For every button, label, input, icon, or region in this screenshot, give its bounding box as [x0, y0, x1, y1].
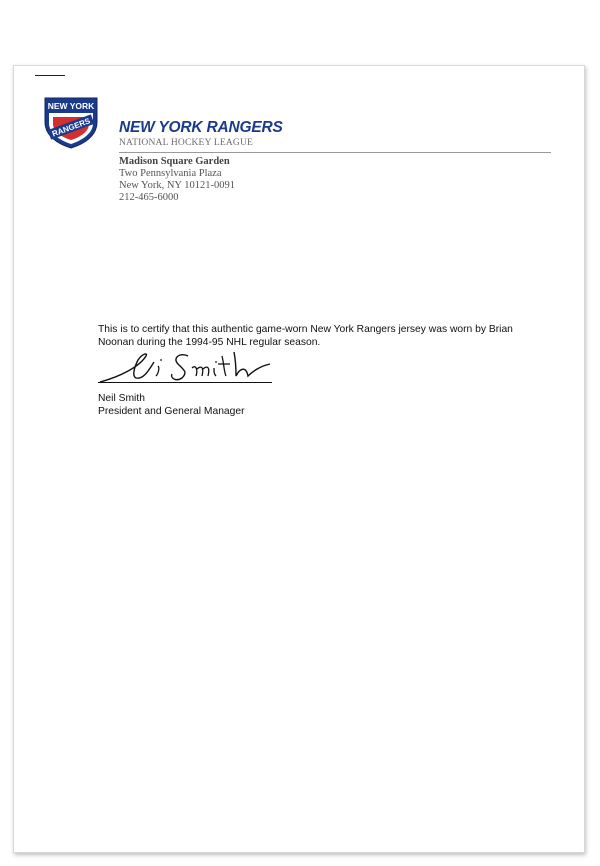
- address-city: New York, NY 10121-0091: [119, 180, 235, 191]
- letter-page: [13, 65, 585, 853]
- handwritten-signature: [92, 346, 282, 386]
- certification-line-2: Noonan during the 1994-95 NHL regular season.: [98, 337, 321, 348]
- certification-line-1: This is to certify that this authentic game-worn New York Rangers jersey was worn by Brian: [98, 324, 513, 335]
- signer-block: [98, 392, 245, 418]
- signature-line: [98, 382, 272, 383]
- logo-text-top: NEW YORK: [47, 101, 95, 111]
- address-street: Two Pennsylvania Plaza: [119, 168, 222, 179]
- signer-title: President and General Manager: [98, 406, 245, 417]
- league-name: NATIONAL HOCKEY LEAGUE: [119, 138, 254, 148]
- letterhead-rule: [119, 152, 551, 153]
- team-name: NEW YORK RANGERS: [119, 119, 283, 136]
- logo-text-banner: RANGERS: [50, 116, 92, 139]
- rangers-shield-logo: [42, 96, 100, 150]
- address-block: [119, 156, 235, 204]
- corner-mark: [35, 75, 65, 76]
- address-phone: 212-465-6000: [119, 192, 179, 203]
- address-venue: Madison Square Garden: [119, 156, 230, 167]
- signer-name: Neil Smith: [98, 393, 145, 404]
